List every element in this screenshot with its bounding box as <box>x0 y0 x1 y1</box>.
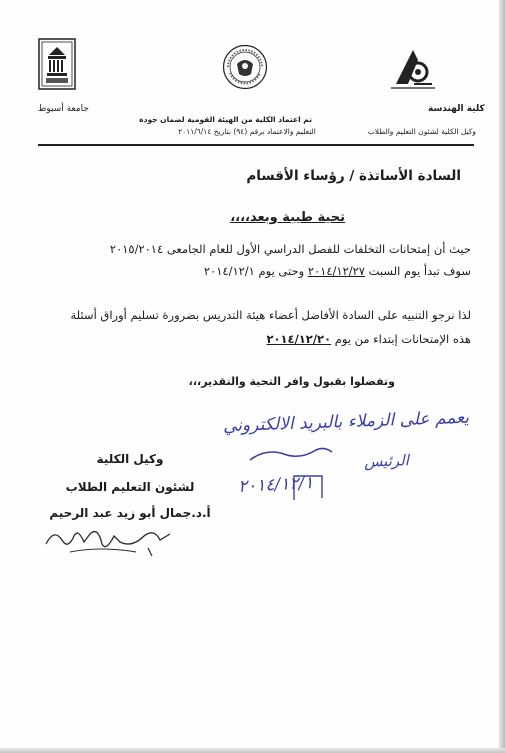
signatory-name: أ.د.جمال أبو زيد عبد الرحيم <box>49 506 211 520</box>
accreditation-line-1: تم اعتماد الكلية من الهيئة القومية لضمان جودة <box>139 115 312 124</box>
faculty-name: كلية الهندسة <box>428 104 485 114</box>
paragraph-2-line-2-start: هذه الإمتحانات إبتداء من يوم <box>334 332 471 346</box>
handwritten-flourish-icon <box>246 446 336 466</box>
handwritten-date-circle-icon <box>290 472 326 502</box>
question-papers-date: ٢٠١٤/١٢/٢٠ <box>266 332 332 346</box>
paragraph-2-line-2 <box>267 332 472 346</box>
handwritten-note-signature: الرئيس <box>363 451 410 471</box>
paragraph-2-line-1: لذا نرجو التنبيه على السادة الأفاضل أعضاء هيئة التدريس بضرورة تسليم أوراق أسئلة <box>70 308 471 322</box>
paragraph-1-line-2-end: وحتى يوم ٢٠١٤/١٢/١ <box>203 264 305 278</box>
paragraph-1-line-2 <box>204 264 471 278</box>
header-divider <box>38 144 474 146</box>
addressee: السادة الأساتذة / رؤساء الأقسام <box>246 168 461 184</box>
signatory-title-line-2: لشئون التعليم الطلاب <box>65 480 195 494</box>
accreditation-line-2: التعليم والاعتماد برقم (٩٤) بتاريخ ٢٠١١/٦/١٤ <box>178 127 316 136</box>
exam-start-date: ٢٠١٤/١٢/٢٧ <box>307 264 365 278</box>
quality-accreditation-seal-icon <box>222 44 268 90</box>
closing-line: وتفضلوا بقبول وافر التحية والتقدير،،، <box>188 375 395 388</box>
page-edge-shadow-right <box>499 0 505 753</box>
handwritten-signature-icon <box>40 522 180 558</box>
paragraph-1-line-1: حيث أن إمتحانات التخلفات للفصل الدراسي الأول للعام الجامعى ٢٠١٥/٢٠١٤ <box>109 242 471 256</box>
paragraph-1-line-2-start: سوف تبدأ يوم السبت <box>368 264 471 278</box>
page-edge-shadow-bottom <box>0 748 505 753</box>
assiut-university-logo-icon <box>38 38 76 90</box>
vice-dean-office: وكيل الكلية لشئون التعليم والطلاب <box>367 127 476 136</box>
faculty-engineering-logo-icon <box>388 44 438 92</box>
university-name: جامعة أسيوط <box>38 104 89 114</box>
handwritten-date: ٢٠١٤/١٢/١ <box>237 473 314 497</box>
handwritten-note-line-1: يعمم على الزملاء بالبريد الالكتروني <box>222 407 470 437</box>
greeting: تحية طيبة وبعد،،،، <box>230 210 345 225</box>
signatory-title-line-1: وكيل الكلية <box>96 452 164 466</box>
